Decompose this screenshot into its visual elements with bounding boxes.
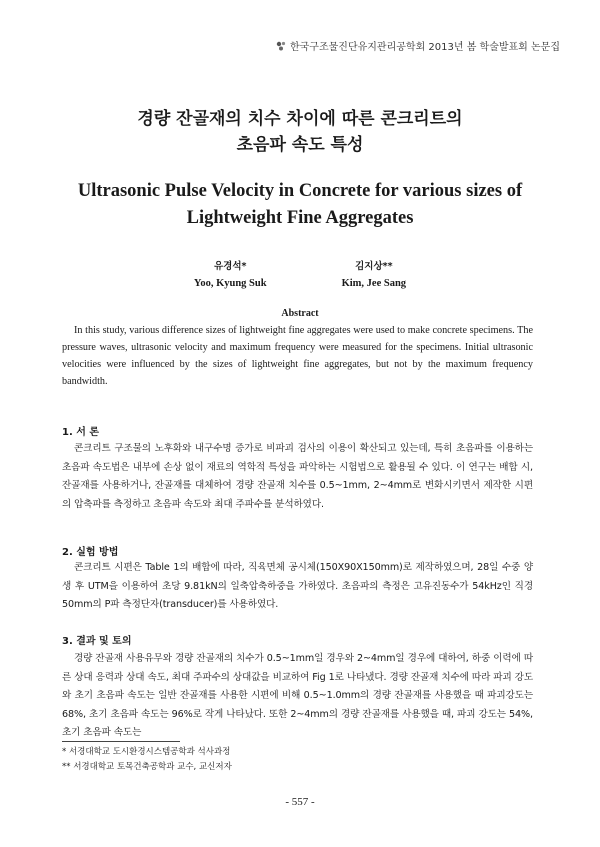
author-1-name-ko: 유경석* [214, 261, 247, 272]
author-1 [194, 258, 267, 292]
section-2-heading: 2. 실험 방법 [62, 547, 119, 558]
abstract-heading: Abstract [281, 308, 319, 319]
author-2-name-ko: 김지상** [355, 261, 393, 272]
english-title [0, 178, 600, 232]
footnotes [62, 745, 232, 775]
author-2-name-en: Kim, Jee Sang [341, 278, 407, 289]
section-1-heading: 1. 서 론 [62, 427, 100, 438]
society-logo-icon [275, 40, 287, 52]
korean-title-line2: 초음파 속도 특성 [236, 135, 364, 155]
footnote-2: ** 서경대학교 토목건축공학과 교수, 교신저자 [62, 762, 232, 772]
english-title-line1: Ultrasonic Pulse Velocity in Concrete for various sizes of [77, 181, 523, 201]
section-1-body: 콘크리트 구조물의 노후화와 내구수명 증가로 비파괴 검사의 이용이 확산되고 있는데, 특히 초음파를 이용하는 초음파 속도법은 내부에 손상 없이 재료의 역학적 특성을 파악하는 시험법으로 활용될 수 있다. 이 연구는 배합 시, 잔골재를 사용하거나, 잔골재를 대체하여 경량 잔골재 치수를 0.5~1mm, 2~4mm로 변화시키면서 제작한 시편의 압축파를 측정하고 초음파 속도와 최대 주파수를 분석하였다. [62, 443, 533, 510]
section-3-heading: 3. 결과 및 토의 [62, 636, 132, 647]
english-title-line2: Lightweight Fine Aggregates [186, 208, 414, 228]
korean-title-line1: 경량 잔골재의 치수 차이에 따른 콘크리트의 [137, 109, 463, 129]
abstract-text: In this study, various difference sizes of lightweight fine aggregates were used to make concrete specimens. The pressure waves, ultrasonic velocity and maximum frequency were measured for the specimens. Initial ultrasonic velocities were influenced by the sizes of lightweight fine aggregates, but not by the maximum frequency bandwidth. [62, 325, 533, 387]
footnote-1: * 서경대학교 도시환경시스템공학과 석사과정 [62, 747, 231, 757]
journal-header [275, 38, 560, 53]
author-1-name-en: Yoo, Kyung Suk [193, 278, 267, 289]
author-2 [342, 258, 406, 292]
header-text: 한국구조물진단유지관리공학회 2013년 봄 학술발표회 논문집 [289, 42, 560, 53]
page-number: - 557 - [285, 796, 315, 808]
footnote-divider [62, 741, 180, 742]
korean-title [0, 106, 600, 158]
author-list [0, 258, 600, 292]
section-3-body: 경량 잔골재 사용유무와 경량 잔골재의 치수가 0.5~1mm일 경우와 2~4mm일 경우에 대하여, 하중 이력에 따른 상대 응력과 상대 속도, 최대 주파수의 상대값을 비교하여 Fig 1로 나타냈다. 경량 잔골재 치수에 따라 파괴 강도와 초기 초음파 속도는 일반 잔골재를 사용한 시편에 비해 0.5~1.0mm의 경량 잔골재를 사용했을 때 파괴강도는 68%, 초기 초음파 속도는 96%로 작게 나타났다. 또한 2~4mm의 경량 잔골재를 사용했을 때, 파괴 강도는 54%, 초기 초음파 속도는 [62, 653, 533, 739]
section-2-body: 콘크리트 시편은 Table 1의 배합에 따라, 직육면체 공시체(150X90X150mm)로 제작하였으며, 28일 수중 양생 후 UTM을 이용하여 초당 9.81kN의 일축압축하중을 가하였다. 초음파의 측정은 고유진동수가 54kHz인 직경 50mm의 P파 측정단자(transducer)를 사용하였다. [62, 562, 533, 611]
